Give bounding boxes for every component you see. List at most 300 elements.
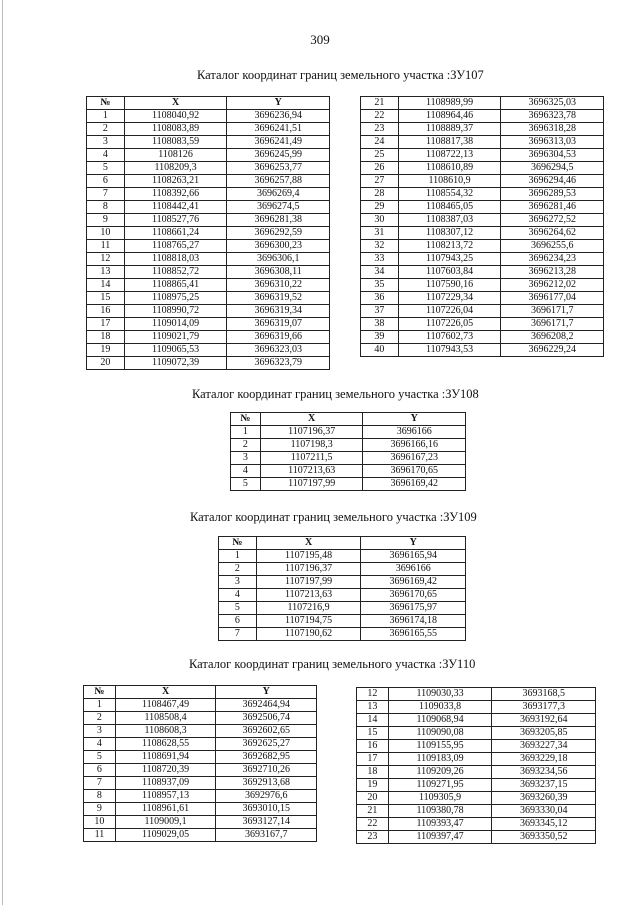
cell-point-number: 1 xyxy=(87,110,125,123)
cell-y-coordinate: 3693330,04 xyxy=(492,805,596,818)
cell-x-coordinate: 1107195,48 xyxy=(256,550,361,563)
cell-y-coordinate: 3692625,27 xyxy=(216,738,317,751)
cell-y-coordinate: 3696319,66 xyxy=(227,331,330,344)
table-row xyxy=(361,214,604,227)
table-row xyxy=(357,792,596,805)
cell-y-coordinate: 3696171,7 xyxy=(501,318,604,331)
table-row xyxy=(87,279,330,292)
table-row xyxy=(84,725,317,738)
cell-y-coordinate: 3696313,03 xyxy=(501,136,604,149)
cell-point-number: 16 xyxy=(357,740,389,753)
cell-point-number: 5 xyxy=(219,602,257,615)
cell-point-number: 6 xyxy=(87,175,125,188)
cell-x-coordinate: 1108307,12 xyxy=(398,227,501,240)
column-header-y: Y xyxy=(216,686,317,699)
table-row xyxy=(357,688,596,701)
cell-x-coordinate: 1109014,09 xyxy=(124,318,227,331)
cell-point-number: 12 xyxy=(357,688,389,701)
cell-point-number: 31 xyxy=(361,227,399,240)
cell-x-coordinate: 1107197,99 xyxy=(260,478,363,491)
table-row xyxy=(361,305,604,318)
cell-x-coordinate: 1108852,72 xyxy=(124,266,227,279)
table-row xyxy=(361,97,604,110)
cell-y-coordinate: 3693127,14 xyxy=(216,816,317,829)
cell-point-number: 9 xyxy=(87,214,125,227)
coords-table-zu109 xyxy=(218,536,466,641)
cell-point-number: 4 xyxy=(231,465,261,478)
table-row xyxy=(87,240,330,253)
cell-point-number: 29 xyxy=(361,201,399,214)
table-row xyxy=(231,465,466,478)
table-row xyxy=(219,615,466,628)
cell-y-coordinate: 3696269,4 xyxy=(227,188,330,201)
section-title-zu110: Каталог координат границ земельного участка :ЗУ110 xyxy=(189,657,476,671)
cell-y-coordinate: 3696236,94 xyxy=(227,110,330,123)
cell-y-coordinate: 3696245,99 xyxy=(227,149,330,162)
cell-x-coordinate: 1107198,3 xyxy=(260,439,363,452)
cell-point-number: 1 xyxy=(231,426,261,439)
cell-y-coordinate: 3696166 xyxy=(361,563,466,576)
table-row xyxy=(84,816,317,829)
table-row xyxy=(361,136,604,149)
cell-y-coordinate: 3696292,59 xyxy=(227,227,330,240)
cell-x-coordinate: 1108628,55 xyxy=(115,738,216,751)
cell-y-coordinate: 3696213,28 xyxy=(501,266,604,279)
table-row xyxy=(87,253,330,266)
cell-x-coordinate: 1108040,92 xyxy=(124,110,227,123)
table-row xyxy=(361,227,604,240)
cell-y-coordinate: 3696294,5 xyxy=(501,162,604,175)
table-row xyxy=(357,831,596,844)
cell-y-coordinate: 3696241,49 xyxy=(227,136,330,149)
cell-x-coordinate: 1107190,62 xyxy=(256,628,361,641)
cell-y-coordinate: 3696241,51 xyxy=(227,123,330,136)
cell-x-coordinate: 1108608,3 xyxy=(115,725,216,738)
table-row xyxy=(84,712,317,725)
cell-x-coordinate: 1109009,1 xyxy=(115,816,216,829)
table-header-row xyxy=(87,97,330,110)
cell-y-coordinate: 3692710,26 xyxy=(216,764,317,777)
cell-point-number: 2 xyxy=(87,123,125,136)
cell-point-number: 3 xyxy=(87,136,125,149)
cell-x-coordinate: 1107226,05 xyxy=(398,318,501,331)
coords-table-zu107-a xyxy=(86,96,330,370)
table-row xyxy=(87,123,330,136)
cell-point-number: 14 xyxy=(357,714,389,727)
cell-y-coordinate: 3692913,68 xyxy=(216,777,317,790)
cell-point-number: 5 xyxy=(231,478,261,491)
cell-x-coordinate: 1108961,61 xyxy=(115,803,216,816)
cell-point-number: 2 xyxy=(231,439,261,452)
cell-y-coordinate: 3696325,03 xyxy=(501,97,604,110)
cell-x-coordinate: 1108661,24 xyxy=(124,227,227,240)
cell-y-coordinate: 3693350,52 xyxy=(492,831,596,844)
cell-point-number: 6 xyxy=(84,764,116,777)
table-header-row xyxy=(219,537,466,550)
cell-y-coordinate: 3696255,6 xyxy=(501,240,604,253)
cell-point-number: 9 xyxy=(84,803,116,816)
cell-y-coordinate: 3693229,18 xyxy=(492,753,596,766)
cell-y-coordinate: 3696319,52 xyxy=(227,292,330,305)
table-row xyxy=(361,240,604,253)
cell-x-coordinate: 1109183,09 xyxy=(388,753,492,766)
cell-x-coordinate: 1109029,05 xyxy=(115,829,216,842)
cell-point-number: 17 xyxy=(87,318,125,331)
table-row xyxy=(361,266,604,279)
cell-y-coordinate: 3696319,07 xyxy=(227,318,330,331)
table-row xyxy=(87,357,330,370)
cell-x-coordinate: 1109030,33 xyxy=(388,688,492,701)
cell-x-coordinate: 1108720,39 xyxy=(115,764,216,777)
cell-y-coordinate: 3696318,28 xyxy=(501,123,604,136)
cell-y-coordinate: 3693345,12 xyxy=(492,818,596,831)
cell-point-number: 34 xyxy=(361,266,399,279)
cell-x-coordinate: 1107943,53 xyxy=(398,344,501,357)
cell-point-number: 16 xyxy=(87,305,125,318)
cell-point-number: 15 xyxy=(357,727,389,740)
cell-x-coordinate: 1107194,75 xyxy=(256,615,361,628)
cell-x-coordinate: 1108209,3 xyxy=(124,162,227,175)
cell-point-number: 5 xyxy=(84,751,116,764)
cell-x-coordinate: 1108610,9 xyxy=(398,175,501,188)
cell-y-coordinate: 3693234,56 xyxy=(492,766,596,779)
cell-x-coordinate: 1108765,27 xyxy=(124,240,227,253)
scan-edge-line xyxy=(2,0,3,905)
cell-x-coordinate: 1108722,13 xyxy=(398,149,501,162)
cell-x-coordinate: 1108213,72 xyxy=(398,240,501,253)
cell-point-number: 27 xyxy=(361,175,399,188)
table-row xyxy=(87,292,330,305)
cell-y-coordinate: 3696257,88 xyxy=(227,175,330,188)
table-row xyxy=(357,740,596,753)
cell-x-coordinate: 1108817,38 xyxy=(398,136,501,149)
cell-point-number: 37 xyxy=(361,305,399,318)
cell-point-number: 10 xyxy=(84,816,116,829)
cell-y-coordinate: 3693177,3 xyxy=(492,701,596,714)
cell-x-coordinate: 1109397,47 xyxy=(388,831,492,844)
cell-y-coordinate: 3696208,2 xyxy=(501,331,604,344)
cell-x-coordinate: 1107211,5 xyxy=(260,452,363,465)
cell-y-coordinate: 3696170,65 xyxy=(361,589,466,602)
cell-y-coordinate: 3696229,24 xyxy=(501,344,604,357)
cell-point-number: 1 xyxy=(219,550,257,563)
column-header-y: Y xyxy=(361,537,466,550)
cell-x-coordinate: 1108527,76 xyxy=(124,214,227,227)
cell-x-coordinate: 1108465,05 xyxy=(398,201,501,214)
cell-point-number: 30 xyxy=(361,214,399,227)
cell-point-number: 17 xyxy=(357,753,389,766)
column-header-x: X xyxy=(256,537,361,550)
cell-y-coordinate: 3696274,5 xyxy=(227,201,330,214)
cell-point-number: 18 xyxy=(357,766,389,779)
cell-y-coordinate: 3693260,39 xyxy=(492,792,596,805)
table-row xyxy=(84,790,317,803)
cell-y-coordinate: 3696165,94 xyxy=(361,550,466,563)
table-row xyxy=(87,305,330,318)
table-row xyxy=(87,149,330,162)
cell-x-coordinate: 1107229,34 xyxy=(398,292,501,305)
table-row xyxy=(87,266,330,279)
cell-x-coordinate: 1108964,46 xyxy=(398,110,501,123)
table-row xyxy=(361,162,604,175)
cell-y-coordinate: 3692464,94 xyxy=(216,699,317,712)
cell-x-coordinate: 1109305,9 xyxy=(388,792,492,805)
cell-x-coordinate: 1107602,73 xyxy=(398,331,501,344)
table-row xyxy=(231,426,466,439)
cell-x-coordinate: 1108392,66 xyxy=(124,188,227,201)
cell-y-coordinate: 3696166 xyxy=(363,426,466,439)
cell-x-coordinate: 1107226,04 xyxy=(398,305,501,318)
table-row xyxy=(84,777,317,790)
column-header-number: № xyxy=(87,97,125,110)
cell-y-coordinate: 3693010,15 xyxy=(216,803,317,816)
cell-y-coordinate: 3696169,42 xyxy=(361,576,466,589)
table-row xyxy=(357,714,596,727)
cell-point-number: 21 xyxy=(357,805,389,818)
cell-y-coordinate: 3696264,62 xyxy=(501,227,604,240)
cell-point-number: 20 xyxy=(357,792,389,805)
cell-point-number: 14 xyxy=(87,279,125,292)
cell-point-number: 15 xyxy=(87,292,125,305)
cell-x-coordinate: 1108467,49 xyxy=(115,699,216,712)
table-row xyxy=(361,331,604,344)
cell-y-coordinate: 3696272,52 xyxy=(501,214,604,227)
cell-x-coordinate: 1108691,94 xyxy=(115,751,216,764)
cell-x-coordinate: 1108508,4 xyxy=(115,712,216,725)
cell-point-number: 11 xyxy=(87,240,125,253)
table-row xyxy=(84,764,317,777)
cell-point-number: 22 xyxy=(361,110,399,123)
table-row xyxy=(87,318,330,331)
column-header-x: X xyxy=(115,686,216,699)
table-row xyxy=(219,576,466,589)
table-row xyxy=(361,201,604,214)
cell-x-coordinate: 1109033,8 xyxy=(388,701,492,714)
cell-x-coordinate: 1109065,53 xyxy=(124,344,227,357)
cell-y-coordinate: 3696212,02 xyxy=(501,279,604,292)
cell-x-coordinate: 1109271,95 xyxy=(388,779,492,792)
cell-point-number: 24 xyxy=(361,136,399,149)
cell-y-coordinate: 3696234,23 xyxy=(501,253,604,266)
cell-y-coordinate: 3692506,74 xyxy=(216,712,317,725)
cell-y-coordinate: 3696323,03 xyxy=(227,344,330,357)
cell-x-coordinate: 1108818,03 xyxy=(124,253,227,266)
table-row xyxy=(231,478,466,491)
cell-point-number: 19 xyxy=(357,779,389,792)
cell-point-number: 18 xyxy=(87,331,125,344)
coords-table-zu108 xyxy=(230,412,466,491)
cell-x-coordinate: 1107213,63 xyxy=(256,589,361,602)
cell-point-number: 32 xyxy=(361,240,399,253)
cell-x-coordinate: 1108263,21 xyxy=(124,175,227,188)
table-row xyxy=(361,292,604,305)
cell-x-coordinate: 1109068,94 xyxy=(388,714,492,727)
cell-point-number: 8 xyxy=(87,201,125,214)
column-header-y: Y xyxy=(363,413,466,426)
coords-table-zu110-a xyxy=(83,685,317,842)
table-row xyxy=(357,766,596,779)
table-row xyxy=(84,803,317,816)
cell-point-number: 26 xyxy=(361,162,399,175)
cell-x-coordinate: 1109380,78 xyxy=(388,805,492,818)
cell-x-coordinate: 1108126 xyxy=(124,149,227,162)
cell-y-coordinate: 3693227,34 xyxy=(492,740,596,753)
cell-x-coordinate: 1108865,41 xyxy=(124,279,227,292)
table-row xyxy=(357,753,596,766)
cell-y-coordinate: 3693167,7 xyxy=(216,829,317,842)
table-row xyxy=(361,123,604,136)
cell-x-coordinate: 1108554,32 xyxy=(398,188,501,201)
cell-point-number: 7 xyxy=(84,777,116,790)
cell-x-coordinate: 1107216,9 xyxy=(256,602,361,615)
cell-point-number: 10 xyxy=(87,227,125,240)
cell-point-number: 25 xyxy=(361,149,399,162)
cell-point-number: 5 xyxy=(87,162,125,175)
cell-x-coordinate: 1107590,16 xyxy=(398,279,501,292)
cell-point-number: 2 xyxy=(84,712,116,725)
section-title-zu109: Каталог координат границ земельного участка :ЗУ109 xyxy=(190,510,477,524)
table-row xyxy=(87,136,330,149)
table-row xyxy=(357,701,596,714)
cell-x-coordinate: 1109090,08 xyxy=(388,727,492,740)
cell-point-number: 6 xyxy=(219,615,257,628)
coords-table-zu110-b xyxy=(356,687,596,844)
cell-y-coordinate: 3696253,77 xyxy=(227,162,330,175)
cell-point-number: 39 xyxy=(361,331,399,344)
table-row xyxy=(219,550,466,563)
table-row xyxy=(87,110,330,123)
cell-x-coordinate: 1109155,95 xyxy=(388,740,492,753)
cell-x-coordinate: 1107196,37 xyxy=(256,563,361,576)
cell-point-number: 12 xyxy=(87,253,125,266)
cell-point-number: 4 xyxy=(87,149,125,162)
cell-y-coordinate: 3696169,42 xyxy=(363,478,466,491)
cell-y-coordinate: 3693237,15 xyxy=(492,779,596,792)
cell-x-coordinate: 1107213,63 xyxy=(260,465,363,478)
table-row xyxy=(361,188,604,201)
cell-point-number: 33 xyxy=(361,253,399,266)
cell-y-coordinate: 3696319,34 xyxy=(227,305,330,318)
cell-point-number: 1 xyxy=(84,699,116,712)
cell-point-number: 3 xyxy=(219,576,257,589)
table-row xyxy=(357,805,596,818)
column-header-number: № xyxy=(231,413,261,426)
cell-x-coordinate: 1108989,99 xyxy=(398,97,501,110)
cell-y-coordinate: 3693192,64 xyxy=(492,714,596,727)
cell-y-coordinate: 3696294,46 xyxy=(501,175,604,188)
column-header-number: № xyxy=(84,686,116,699)
cell-point-number: 4 xyxy=(219,589,257,602)
cell-y-coordinate: 3696281,46 xyxy=(501,201,604,214)
table-row xyxy=(219,589,466,602)
cell-x-coordinate: 1108442,41 xyxy=(124,201,227,214)
page-number: 309 xyxy=(310,32,330,47)
table-row xyxy=(219,563,466,576)
cell-y-coordinate: 3696304,53 xyxy=(501,149,604,162)
cell-x-coordinate: 1109209,26 xyxy=(388,766,492,779)
cell-point-number: 8 xyxy=(84,790,116,803)
cell-y-coordinate: 3692682,95 xyxy=(216,751,317,764)
cell-point-number: 3 xyxy=(231,452,261,465)
cell-point-number: 13 xyxy=(87,266,125,279)
cell-x-coordinate: 1107196,37 xyxy=(260,426,363,439)
cell-point-number: 22 xyxy=(357,818,389,831)
cell-y-coordinate: 3696165,55 xyxy=(361,628,466,641)
cell-point-number: 36 xyxy=(361,292,399,305)
cell-point-number: 11 xyxy=(84,829,116,842)
cell-y-coordinate: 3696300,23 xyxy=(227,240,330,253)
table-row xyxy=(87,175,330,188)
column-header-x: X xyxy=(260,413,363,426)
column-header-number: № xyxy=(219,537,257,550)
cell-y-coordinate: 3696167,23 xyxy=(363,452,466,465)
cell-y-coordinate: 3692976,6 xyxy=(216,790,317,803)
cell-y-coordinate: 3696289,53 xyxy=(501,188,604,201)
cell-x-coordinate: 1108990,72 xyxy=(124,305,227,318)
table-row xyxy=(219,602,466,615)
column-header-y: Y xyxy=(227,97,330,110)
cell-point-number: 19 xyxy=(87,344,125,357)
table-row xyxy=(84,738,317,751)
cell-point-number: 23 xyxy=(361,123,399,136)
cell-x-coordinate: 1108975,25 xyxy=(124,292,227,305)
section-title-zu108: Каталог координат границ земельного участка :ЗУ108 xyxy=(192,387,479,401)
table-row xyxy=(361,253,604,266)
table-row xyxy=(84,829,317,842)
cell-x-coordinate: 1108083,59 xyxy=(124,136,227,149)
cell-point-number: 35 xyxy=(361,279,399,292)
cell-y-coordinate: 3696171,7 xyxy=(501,305,604,318)
cell-y-coordinate: 3696281,38 xyxy=(227,214,330,227)
cell-x-coordinate: 1108889,37 xyxy=(398,123,501,136)
cell-y-coordinate: 3696177,04 xyxy=(501,292,604,305)
cell-x-coordinate: 1108957,13 xyxy=(115,790,216,803)
table-row xyxy=(84,699,317,712)
cell-point-number: 3 xyxy=(84,725,116,738)
cell-x-coordinate: 1107197,99 xyxy=(256,576,361,589)
cell-y-coordinate: 3693168,5 xyxy=(492,688,596,701)
cell-x-coordinate: 1108610,89 xyxy=(398,162,501,175)
table-row xyxy=(231,439,466,452)
table-row xyxy=(361,110,604,123)
cell-point-number: 21 xyxy=(361,97,399,110)
table-header-row xyxy=(231,413,466,426)
table-row xyxy=(87,201,330,214)
cell-point-number: 2 xyxy=(219,563,257,576)
cell-y-coordinate: 3696308,11 xyxy=(227,266,330,279)
cell-point-number: 38 xyxy=(361,318,399,331)
table-row xyxy=(87,214,330,227)
cell-point-number: 7 xyxy=(219,628,257,641)
cell-point-number: 28 xyxy=(361,188,399,201)
cell-x-coordinate: 1107603,84 xyxy=(398,266,501,279)
cell-y-coordinate: 3696175,97 xyxy=(361,602,466,615)
cell-y-coordinate: 3696323,79 xyxy=(227,357,330,370)
cell-y-coordinate: 3696166,16 xyxy=(363,439,466,452)
cell-y-coordinate: 3696310,22 xyxy=(227,279,330,292)
table-row xyxy=(357,727,596,740)
cell-x-coordinate: 1108387,03 xyxy=(398,214,501,227)
table-row xyxy=(87,331,330,344)
cell-x-coordinate: 1109393,47 xyxy=(388,818,492,831)
column-header-x: X xyxy=(124,97,227,110)
table-row xyxy=(361,149,604,162)
table-row xyxy=(361,344,604,357)
table-row xyxy=(87,344,330,357)
cell-y-coordinate: 3696174,18 xyxy=(361,615,466,628)
cell-y-coordinate: 3693205,85 xyxy=(492,727,596,740)
cell-point-number: 23 xyxy=(357,831,389,844)
